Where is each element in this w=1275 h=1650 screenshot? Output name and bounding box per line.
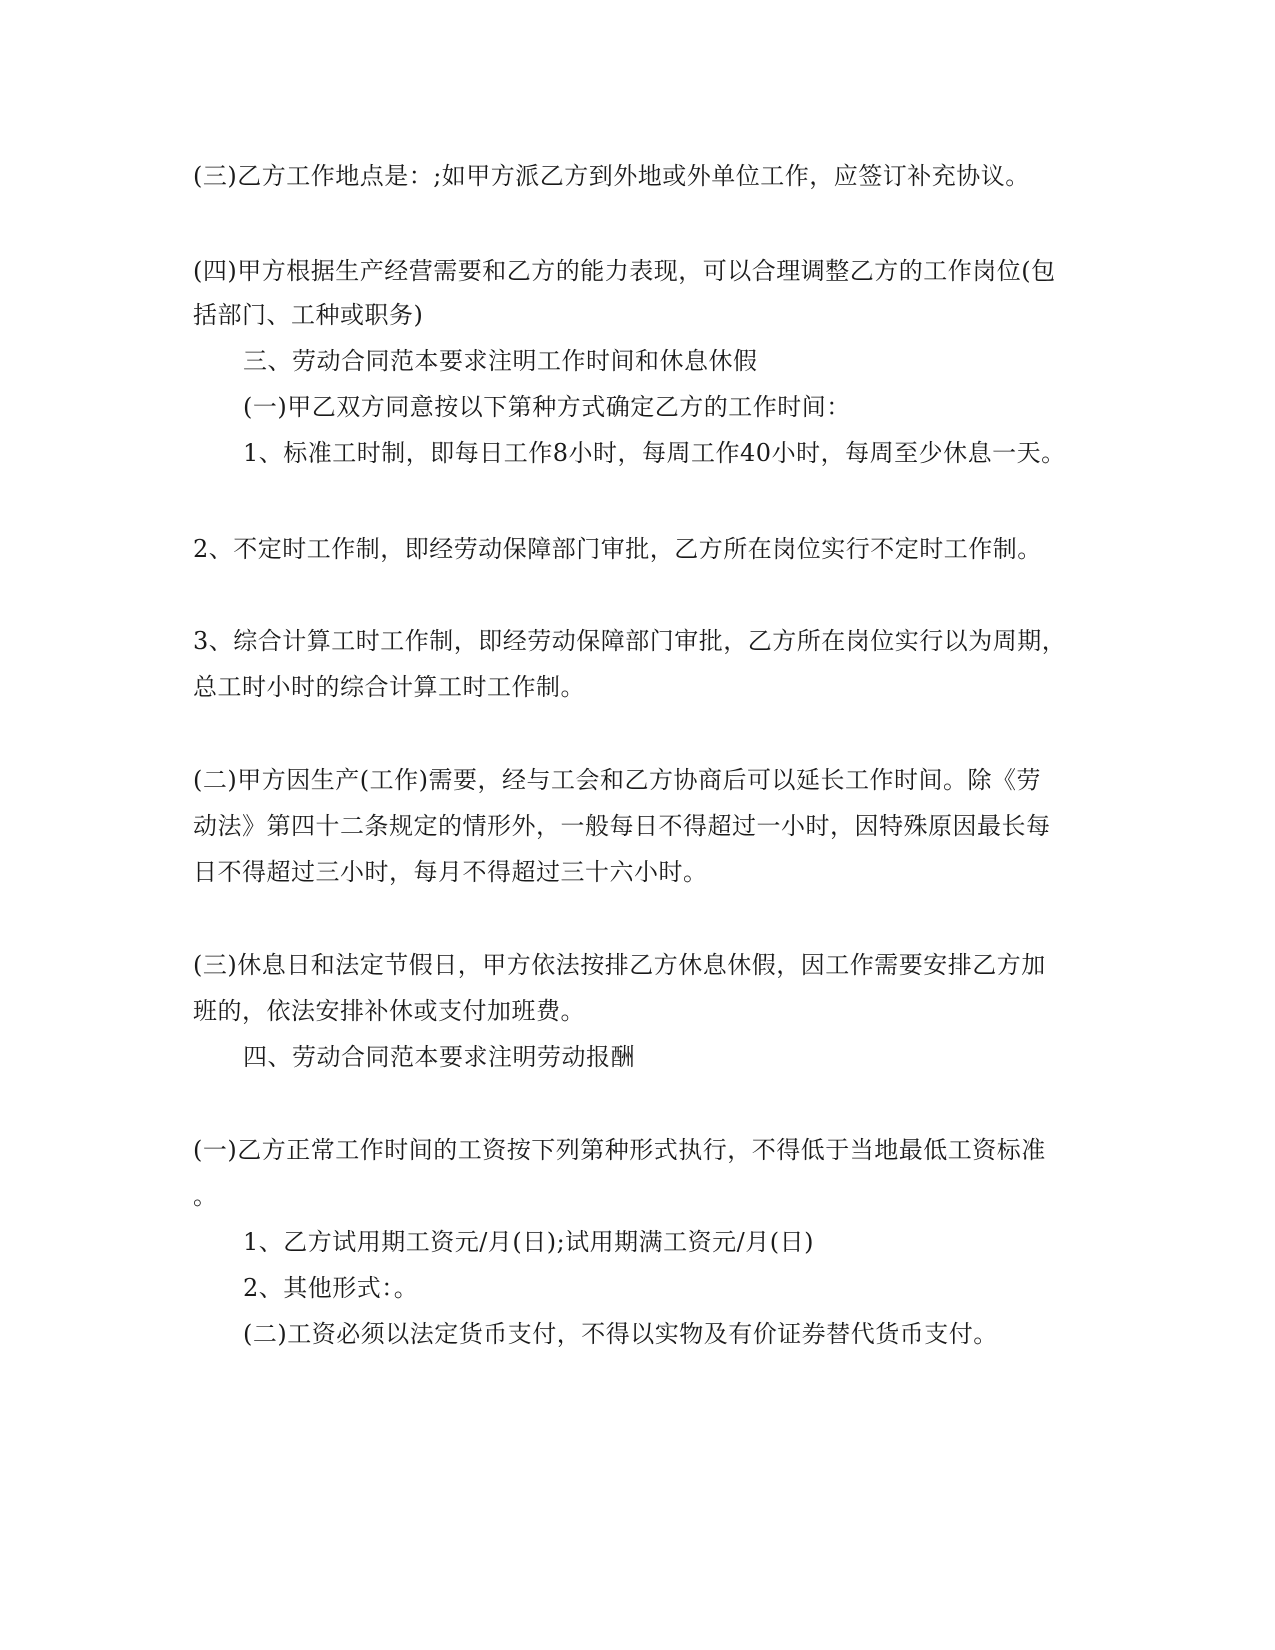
paragraph-overtime-line-3: 日不得超过三小时，每月不得超过三十六小时。 bbox=[193, 858, 708, 886]
list-item-comprehensive-hours-line-1: 3、综合计算工时工作制，即经劳动保障部门审批，乙方所在岗位实行以为周期， bbox=[193, 627, 1067, 655]
paragraph-work-hours-method: (一)甲乙双方同意按以下第种方式确定乙方的工作时间： bbox=[243, 393, 851, 421]
paragraph-job-adjustment-line-2: 括部门、工种或职务) bbox=[193, 301, 424, 329]
paragraph-wage-form-line-2: 。 bbox=[193, 1182, 218, 1210]
paragraph-overtime-line-1: (二)甲方因生产(工作)需要，经与工会和乙方协商后可以延长工作时间。除《劳 bbox=[193, 766, 1041, 794]
list-item-comprehensive-hours-line-2: 总工时小时的综合计算工时工作制。 bbox=[193, 673, 585, 701]
list-item-other-form: 2、其他形式：。 bbox=[243, 1274, 419, 1302]
paragraph-job-adjustment-line-1: (四)甲方根据生产经营需要和乙方的能力表现，可以合理调整乙方的工作岗位(包 bbox=[193, 257, 1056, 285]
list-item-probation-wage: 1、乙方试用期工资元/月(日);试用期满工资元/月(日) bbox=[243, 1228, 814, 1256]
paragraph-work-location: (三)乙方工作地点是：;如甲方派乙方到外地或外单位工作，应签订补充协议。 bbox=[193, 162, 1030, 190]
paragraph-holidays-line-1: (三)休息日和法定节假日，甲方依法按排乙方休息休假，因工作需要安排乙方加 bbox=[193, 951, 1046, 979]
list-item-flexible-hours: 2、不定时工作制，即经劳动保障部门审批，乙方所在岗位实行不定时工作制。 bbox=[193, 535, 1042, 563]
paragraph-legal-currency: (二)工资必须以法定货币支付，不得以实物及有价证券替代货币支付。 bbox=[243, 1320, 998, 1348]
section-heading-remuneration: 四、劳动合同范本要求注明劳动报酬 bbox=[243, 1043, 635, 1071]
list-item-standard-hours: 1、标准工时制，即每日工作8小时，每周工作40小时，每周至少休息一天。 bbox=[243, 439, 1066, 467]
paragraph-holidays-line-2: 班的，依法安排补休或支付加班费。 bbox=[193, 997, 585, 1025]
paragraph-overtime-line-2: 动法》第四十二条规定的情形外，一般每日不得超过一小时，因特殊原因最长每 bbox=[193, 812, 1051, 840]
section-heading-work-hours: 三、劳动合同范本要求注明工作时间和休息休假 bbox=[243, 347, 758, 375]
paragraph-wage-form-line-1: (一)乙方正常工作时间的工资按下列第种形式执行，不得低于当地最低工资标准 bbox=[193, 1136, 1046, 1164]
